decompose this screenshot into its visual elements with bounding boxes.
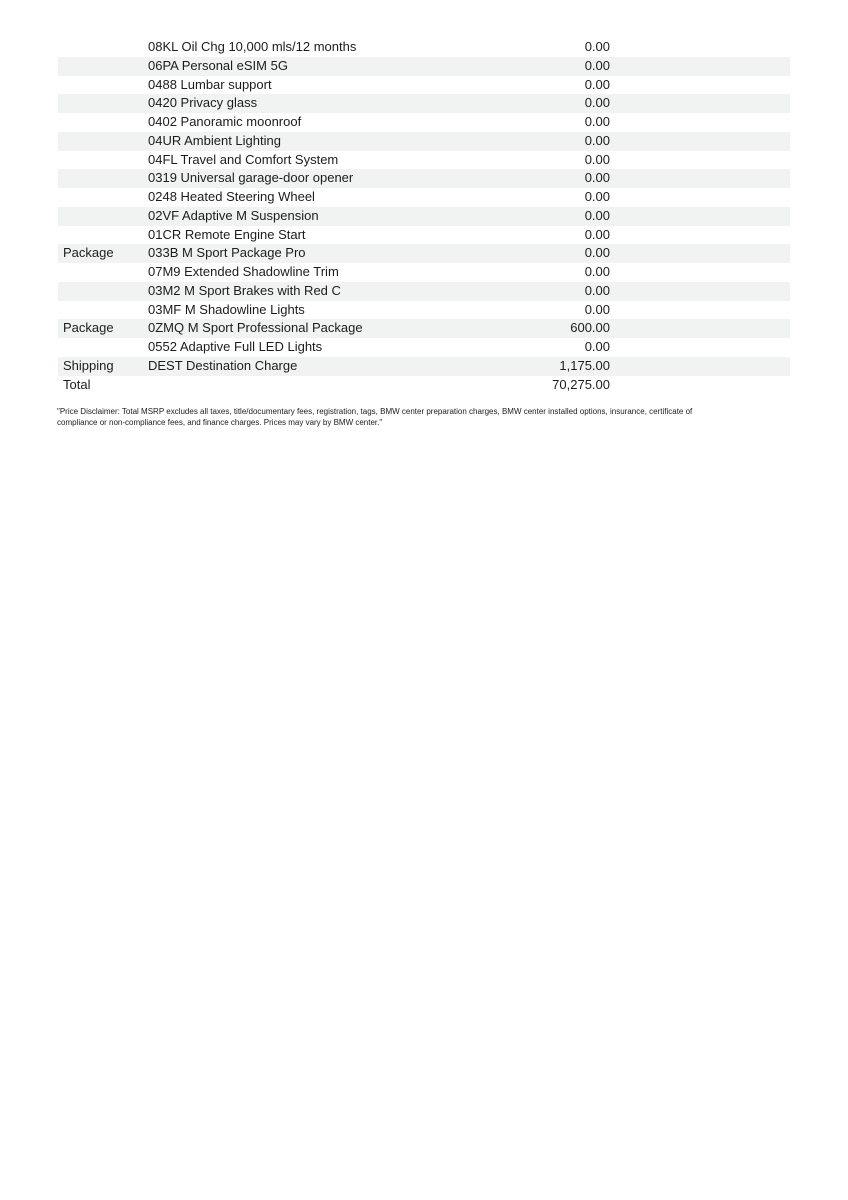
row-filler <box>610 282 790 301</box>
table-row <box>58 188 790 207</box>
row-filler <box>610 244 790 263</box>
price-cell: 1,175.00 <box>559 357 610 373</box>
row-filler <box>610 301 790 320</box>
table-row <box>58 301 790 320</box>
price-cell: 0.00 <box>584 226 610 242</box>
row-filler <box>610 319 790 338</box>
table-row <box>58 226 790 245</box>
row-filler <box>610 38 790 57</box>
price-cell: 0.00 <box>584 57 610 73</box>
price-cell: 600.00 <box>570 320 610 336</box>
description-cell <box>148 376 458 395</box>
row-filler <box>610 76 790 95</box>
category-cell <box>58 207 148 226</box>
description-cell: 03MF M Shadowline Lights <box>148 301 305 317</box>
description-cell: 04UR Ambient Lighting <box>148 132 281 148</box>
table-row <box>58 76 790 95</box>
category-cell <box>58 263 148 282</box>
price-cell: 0.00 <box>584 39 610 54</box>
row-filler <box>610 376 790 395</box>
table-row <box>58 132 790 151</box>
category-cell <box>58 338 148 357</box>
category-cell <box>58 132 148 151</box>
category-cell <box>58 76 148 95</box>
table-row <box>58 57 790 76</box>
category-cell <box>58 169 148 188</box>
description-cell: 0488 Lumbar support <box>148 76 272 92</box>
price-disclaimer <box>57 406 802 428</box>
row-filler <box>610 188 790 207</box>
row-filler <box>610 207 790 226</box>
table-row <box>58 357 790 376</box>
table-row <box>58 263 790 282</box>
category-cell: Total <box>63 376 91 392</box>
category-cell <box>58 301 148 320</box>
category-cell <box>58 113 148 132</box>
table-row <box>58 338 790 357</box>
price-cell: 0.00 <box>584 245 610 261</box>
options-table <box>58 38 790 394</box>
category-cell <box>58 151 148 170</box>
row-filler <box>610 132 790 151</box>
description-cell: 0319 Universal garage-door opener <box>148 170 354 186</box>
category-cell: Package <box>63 320 114 336</box>
table-row <box>58 94 790 113</box>
table-row <box>58 207 790 226</box>
category-cell <box>58 38 148 57</box>
table-row <box>58 113 790 132</box>
row-filler <box>610 113 790 132</box>
description-cell: 0402 Panoramic moonroof <box>148 114 302 129</box>
category-cell: Shipping <box>63 357 114 373</box>
row-filler <box>610 57 790 76</box>
row-filler <box>610 263 790 282</box>
table-row <box>58 38 790 57</box>
description-cell: 02VF Adaptive M Suspension <box>148 207 319 223</box>
disclaimer-line-1: "Price Disclaimer: Total MSRP excludes all taxes, title/documentary fees, registration, tags, BMW center preparation charges, BMW center installed options, insurance, certificate of <box>57 407 693 416</box>
category-cell <box>58 94 148 113</box>
row-filler <box>610 151 790 170</box>
description-cell: 03M2 M Sport Brakes with Red C <box>148 282 341 298</box>
disclaimer-line-2: compliance or non-compliance fees, and finance charges. Prices may vary by BMW center." <box>57 418 383 427</box>
row-filler <box>610 226 790 245</box>
price-cell: 0.00 <box>584 132 610 148</box>
category-cell <box>58 226 148 245</box>
category-cell <box>58 188 148 207</box>
category-cell: Package <box>63 245 114 261</box>
category-cell <box>58 282 148 301</box>
table-row <box>58 151 790 170</box>
table-row <box>58 282 790 301</box>
description-cell: 0420 Privacy glass <box>148 95 258 111</box>
price-cell: 0.00 <box>584 76 610 92</box>
row-filler <box>610 338 790 357</box>
table-row <box>58 376 790 395</box>
price-cell: 0.00 <box>584 170 610 186</box>
row-filler <box>610 94 790 113</box>
price-cell: 0.00 <box>584 264 610 279</box>
description-cell: 08KL Oil Chg 10,000 mls/12 months <box>148 39 357 54</box>
table-row <box>58 244 790 263</box>
table-row <box>58 169 790 188</box>
row-filler <box>610 169 790 188</box>
price-cell: 0.00 <box>584 207 610 223</box>
price-cell: 0.00 <box>584 151 610 167</box>
row-filler <box>610 357 790 376</box>
price-cell: 0.00 <box>584 189 610 204</box>
table-row <box>58 319 790 338</box>
description-cell: 07M9 Extended Shadowline Trim <box>148 264 339 279</box>
description-cell: 0552 Adaptive Full LED Lights <box>148 339 323 354</box>
description-cell: DEST Destination Charge <box>148 357 298 373</box>
price-cell: 0.00 <box>584 95 610 111</box>
price-cell: 0.00 <box>584 339 610 354</box>
category-cell <box>58 57 148 76</box>
price-cell: 0.00 <box>584 282 610 298</box>
description-cell: 0ZMQ M Sport Professional Package <box>148 320 363 336</box>
description-cell: 06PA Personal eSIM 5G <box>148 57 288 73</box>
price-cell: 70,275.00 <box>552 376 610 392</box>
description-cell: 01CR Remote Engine Start <box>148 226 306 242</box>
description-cell: 0248 Heated Steering Wheel <box>148 189 315 204</box>
price-cell: 0.00 <box>584 114 610 129</box>
description-cell: 033B M Sport Package Pro <box>148 245 306 261</box>
description-cell: 04FL Travel and Comfort System <box>148 151 339 167</box>
price-cell: 0.00 <box>584 301 610 317</box>
